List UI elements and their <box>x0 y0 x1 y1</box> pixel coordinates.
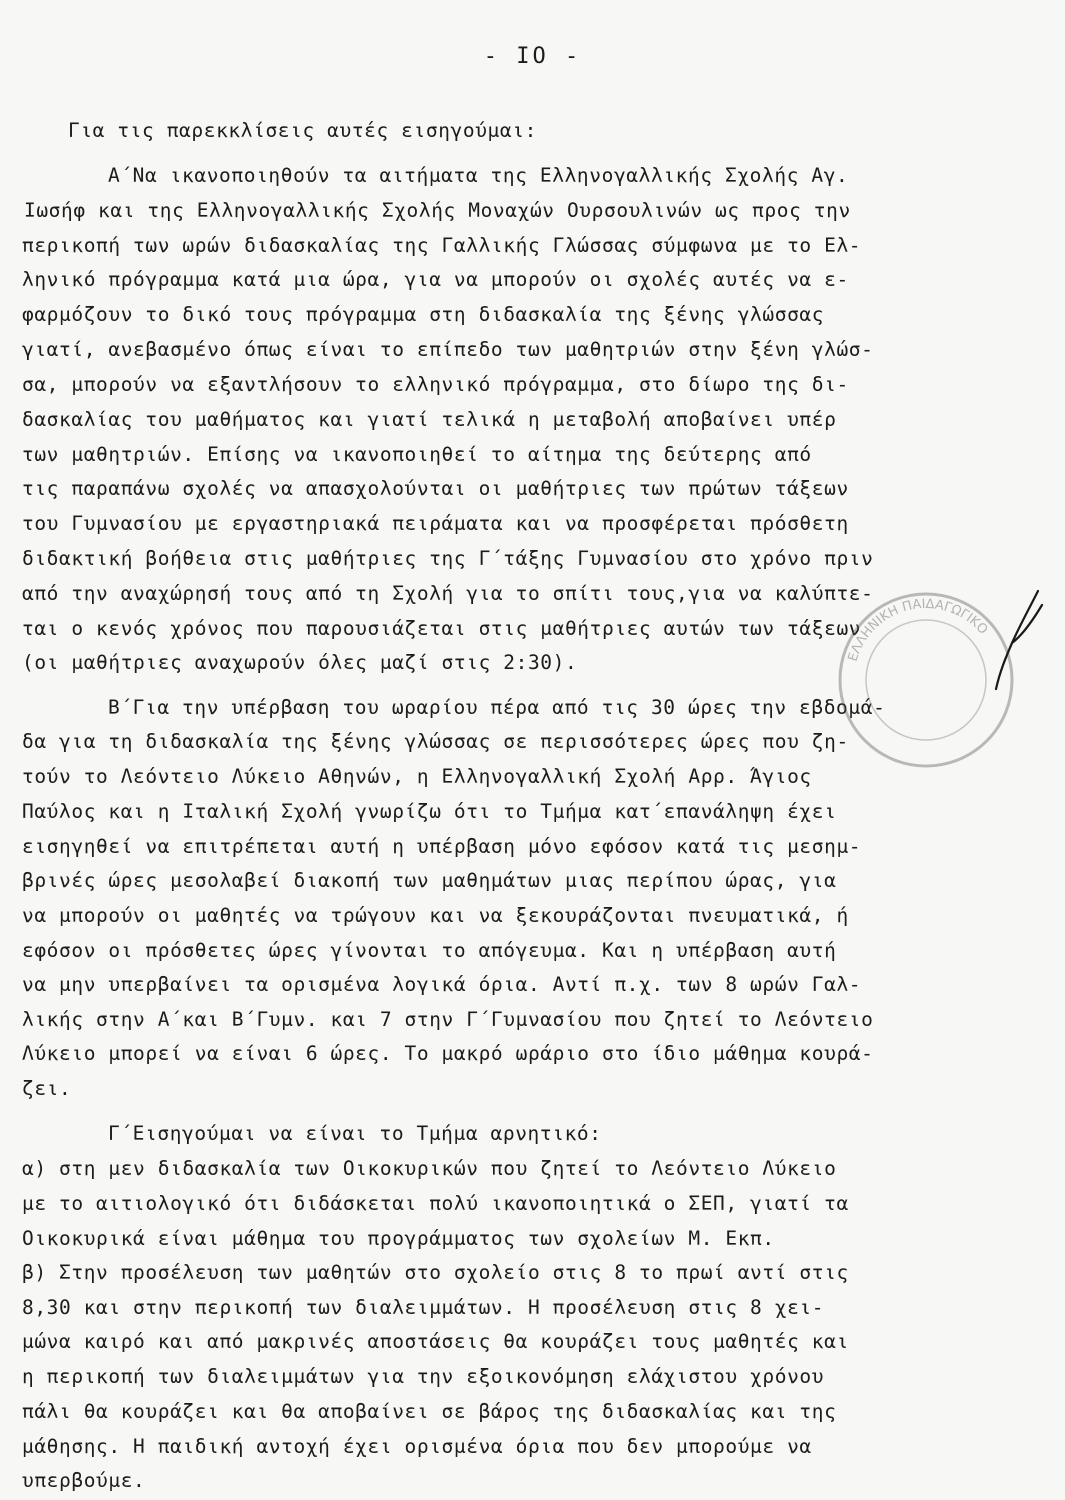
text-line: μάθησης. Η παιδική αντοχή έχει ορισμένα όρια που δεν μπορούμε να <box>22 1435 812 1458</box>
text-line: ζει. <box>22 1077 72 1100</box>
text-line: των μαθητριών. Επίσης να ικανοποιηθεί το αίτημα της δεύτερης από <box>22 443 812 466</box>
text-line: Β΄Για την υπέρβαση του ωραρίου πέρα από τις 30 ώρες την εβδομά- <box>108 696 886 719</box>
text-line: να μην υπερβαίνει τα ορισμένα λογικά όρια. Αντί π.χ. των 8 ωρών Γαλ- <box>22 973 862 996</box>
text-line: πάλι θα κουράζει και θα αποβαίνει σε βάρος της διδασκαλίας και της <box>22 1400 837 1423</box>
text-line: να μπορούν οι μαθητές να τρώγουν και να ξεκουράζονται πνευματικά, ή <box>22 904 849 927</box>
page-number: - IO - <box>483 44 582 69</box>
text-line: λικής στην Α΄και Β΄Γυμν. και 7 στην Γ΄Γυμνασίου που ζητεί το Λεόντειο <box>22 1008 874 1031</box>
text-line: μώνα καιρό και από μακρινές αποστάσεις θα κουράζει τους μαθητές και <box>22 1330 849 1353</box>
text-line: γιατί, ανεβασμένο όπως είναι το επίπεδο των μαθητριών στην ξένη γλώσ- <box>22 338 874 361</box>
signature-icon <box>990 585 1050 695</box>
text-line: τις παραπάνω σχολές να απασχολούνται οι μαθήτριες των πρώτων τάξεων <box>22 477 849 500</box>
text-line: Λύκειο μπορεί να είναι 6 ώρες. Το μακρό ωράριο στο ίδιο μάθημα κουρά- <box>22 1042 874 1065</box>
text-line: ληνικό πρόγραμμα κατά μια ώρα, για να μπορούν οι σχολές αυτές να ε- <box>22 268 849 291</box>
text-line: α) στη μεν διδασκαλία των Οικοκυρικών που ζητεί το Λεόντειο Λύκειο <box>22 1157 837 1180</box>
text-line: δα για τη διδασκαλία της ξένης γλώσσας σε περισσότερες ώρες που ζη- <box>22 730 849 753</box>
text-line: σα, μπορούν να εξαντλήσουν το ελληνικό πρόγραμμα, στο δίωρο της δι- <box>22 373 849 396</box>
text-line: εφόσον οι πρόσθετες ώρες γίνονται το απόγευμα. Και η υπέρβαση αυτή <box>22 939 837 962</box>
svg-text:ΕΛΛΗΝΙΚΗ ΠΑΙΔΑΓΩΓΙΚΟ: ΕΛΛΗΝΙΚΗ ΠΑΙΔΑΓΩΓΙΚΟ <box>845 596 991 664</box>
text-line: με το αιτιολογικό ότι διδάσκεται πολύ ικανοποιητικά ο ΣΕΠ, γιατί τα <box>22 1192 849 1215</box>
text-line: διδακτική βοήθεια στις μαθήτριες της Γ΄τάξης Γυμνασίου στο χρόνο πριν <box>22 547 874 570</box>
text-line: φαρμόζουν το δικό τους πρόγραμμα στη διδασκαλία της ξένης γλώσσας <box>22 303 825 326</box>
text-line: περικοπή των ωρών διδασκαλίας της Γαλλικής Γλώσσας σύμφωνα με το Ελ- <box>22 234 862 257</box>
text-line: εισηγηθεί να επιτρέπεται αυτή η υπέρβαση μόνο εφόσον κατά τις μεσημ- <box>22 835 862 858</box>
text-line: δασκαλίας του μαθήματος και γιατί τελικά η μεταβολή αποβαίνει υπέρ <box>22 408 837 431</box>
text-line: από την αναχώρησή τους από τη Σχολή για το σπίτι τους,για να καλύπτε- <box>22 582 874 605</box>
text-line: η περικοπή των διαλειμμάτων για την εξοικονόμηση ελάχιστου χρόνου <box>22 1365 825 1388</box>
text-line: του Γυμνασίου με εργαστηριακά πειράματα και να προσφέρεται πρόσθετη <box>22 512 849 535</box>
text-line: Α΄Να ικανοποιηθούν τα αιτήματα της Ελληνογαλλικής Σχολής Αγ. <box>108 164 849 187</box>
text-line: υπερβούμε. <box>22 1469 146 1492</box>
text-line: Παύλος και η Ιταλική Σχολή γνωρίζω ότι το Τμήμα κατ΄επανάληψη έχει <box>22 800 837 823</box>
text-line: Ιωσήφ και της Ελληνογαλλικής Σχολής Μοναχών Ουρσουλινών ως προς την <box>24 199 851 222</box>
text-line: (οι μαθήτριες αναχωρούν όλες μαζί στις 2:30). <box>22 651 578 674</box>
text-line: βρινές ώρες μεσολαβεί διακοπή των μαθημάτων μιας περίπου ώρας, για <box>22 869 837 892</box>
text-line: Οικοκυρικά είναι μάθημα του προγράμματος των σχολείων Μ. Εκπ. <box>22 1227 775 1250</box>
text-line: β) Στην προσέλευση των μαθητών στο σχολείο στις 8 το πρωί αντί στις <box>22 1261 849 1284</box>
text-line: τούν το Λεόντειο Λύκειο Αθηνών, η Ελληνογαλλική Σχολή Αρρ. Άγιος <box>22 765 812 788</box>
text-line: 8,30 και στην περικοπή των διαλειμμάτων. Η προσέλευση στις 8 χει- <box>22 1296 825 1319</box>
heading-line: Για τις παρεκκλίσεις αυτές εισηγούμαι: <box>68 119 537 142</box>
text-line: Γ΄Εισηγούμαι να είναι το Τμήμα αρνητικό: <box>108 1122 602 1145</box>
text-line: ται ο κενός χρόνος που παρουσιάζεται στις μαθήτριες αυτών των τάξεων <box>22 617 862 640</box>
